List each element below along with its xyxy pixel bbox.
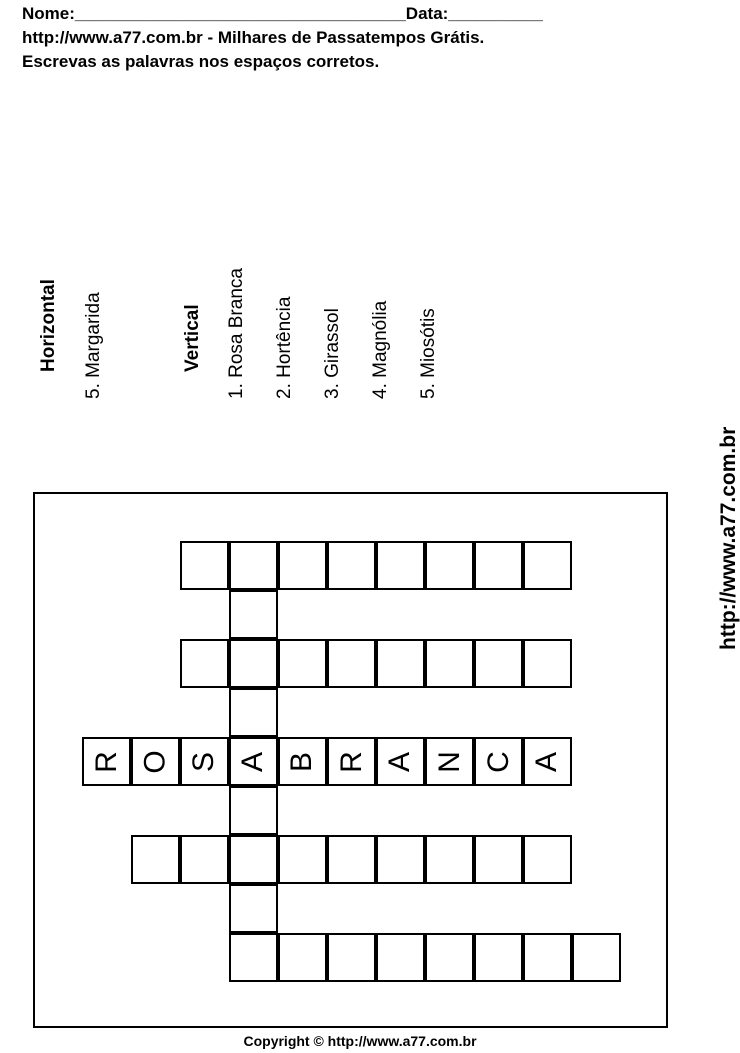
vertical-clue: 5. Miosótis xyxy=(418,308,439,399)
crossword-cell[interactable] xyxy=(229,541,278,590)
vertical-clue: 4. Magnólia xyxy=(370,300,391,399)
cell-letter: C xyxy=(481,750,515,773)
crossword-cell[interactable] xyxy=(474,541,523,590)
side-url: http://www.a77.com.br xyxy=(717,426,740,650)
crossword-cell-filled xyxy=(180,737,229,786)
crossword-cell[interactable] xyxy=(474,835,523,884)
crossword-cell[interactable] xyxy=(474,639,523,688)
crossword-cell[interactable] xyxy=(180,639,229,688)
cell-letter: O xyxy=(138,749,172,774)
crossword-cell-filled xyxy=(131,737,180,786)
crossword-cell[interactable] xyxy=(327,835,376,884)
crossword-cell[interactable] xyxy=(523,541,572,590)
cell-letter: R xyxy=(89,750,123,773)
crossword-cell[interactable] xyxy=(425,639,474,688)
crossword-cell-filled xyxy=(327,737,376,786)
crossword-cell-filled xyxy=(82,737,131,786)
cell-letter: A xyxy=(530,751,564,772)
crossword-cell[interactable] xyxy=(131,835,180,884)
crossword-cell[interactable] xyxy=(278,541,327,590)
crossword-cell[interactable] xyxy=(229,590,278,639)
site-line: http://www.a77.com.br - Milhares de Passatempos Grátis. xyxy=(22,28,485,47)
crossword-cell[interactable] xyxy=(180,835,229,884)
crossword-cell-filled xyxy=(474,737,523,786)
crossword-cell[interactable] xyxy=(474,933,523,982)
crossword-cell[interactable] xyxy=(229,639,278,688)
crossword-cell[interactable] xyxy=(327,933,376,982)
crossword-cell-filled xyxy=(229,737,278,786)
instruction-text: Escrevas as palavras nos espaços corretos. xyxy=(22,52,380,71)
cell-letter: R xyxy=(334,750,368,773)
crossword-cell[interactable] xyxy=(278,933,327,982)
cell-letter: A xyxy=(236,751,270,772)
crossword-cell[interactable] xyxy=(376,835,425,884)
crossword-cell[interactable] xyxy=(229,933,278,982)
crossword-cell-filled xyxy=(425,737,474,786)
horizontal-clue: 5. Margarida xyxy=(83,292,104,399)
crossword-cell[interactable] xyxy=(572,933,621,982)
crossword-cell[interactable] xyxy=(229,884,278,933)
crossword-cell-filled xyxy=(523,737,572,786)
crossword-cell[interactable] xyxy=(180,541,229,590)
crossword-cell-filled xyxy=(376,737,425,786)
crossword-cell[interactable] xyxy=(425,541,474,590)
vertical-title: Vertical xyxy=(182,304,203,372)
crossword-cell[interactable] xyxy=(278,639,327,688)
cell-letter: A xyxy=(383,751,417,772)
vertical-clue: 2. Hortência xyxy=(274,296,295,399)
crossword-cell[interactable] xyxy=(229,835,278,884)
crossword-cell[interactable] xyxy=(425,933,474,982)
horizontal-title: Horizontal xyxy=(38,279,59,372)
crossword-cell[interactable] xyxy=(523,639,572,688)
crossword-cell-filled xyxy=(278,737,327,786)
crossword-cell[interactable] xyxy=(278,835,327,884)
crossword-cell[interactable] xyxy=(523,933,572,982)
crossword-cell[interactable] xyxy=(425,835,474,884)
crossword-cell[interactable] xyxy=(376,639,425,688)
crossword-cell[interactable] xyxy=(376,541,425,590)
cell-letter: B xyxy=(285,751,319,772)
copyright: Copyright © http://www.a77.com.br xyxy=(243,1033,477,1049)
vertical-clue: 3. Girassol xyxy=(322,308,343,399)
crossword-cell[interactable] xyxy=(229,688,278,737)
name-date-line: Nome:___________________________________Data:__________ xyxy=(22,4,543,23)
crossword-cell[interactable] xyxy=(229,786,278,835)
vertical-clue: 1. Rosa Branca xyxy=(226,268,247,399)
crossword-cell[interactable] xyxy=(327,639,376,688)
crossword-cell[interactable] xyxy=(376,933,425,982)
cell-letter: S xyxy=(187,751,221,772)
crossword-cell[interactable] xyxy=(523,835,572,884)
cell-letter: N xyxy=(432,750,466,773)
crossword-cell[interactable] xyxy=(327,541,376,590)
